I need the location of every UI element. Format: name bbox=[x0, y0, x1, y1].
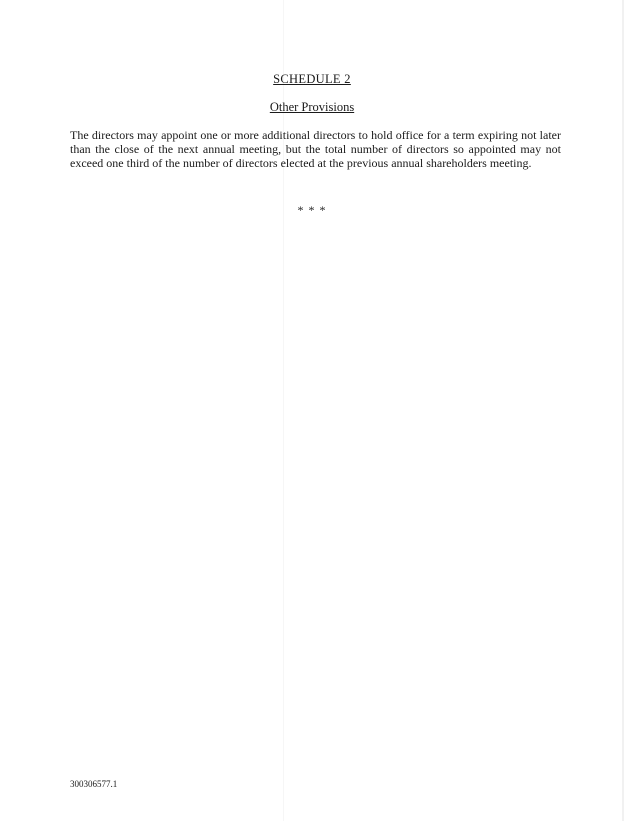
section-heading bbox=[0, 100, 624, 115]
scan-fold-line bbox=[283, 0, 284, 821]
document-id: 300306577.1 bbox=[70, 779, 118, 789]
schedule-title: SCHEDULE 2 bbox=[273, 72, 351, 86]
section-separator: * * * bbox=[297, 203, 327, 217]
provision-paragraph: The directors may appoint one or more additional directors to hold office for a term expiring not later than the close of the next annual meeting, but the total number of directors so appointed may not exceed one third of the number of directors elected at the previous annual shareholders meeting. bbox=[70, 128, 561, 170]
section-title: Other Provisions bbox=[269, 100, 355, 114]
schedule-heading bbox=[0, 72, 624, 87]
